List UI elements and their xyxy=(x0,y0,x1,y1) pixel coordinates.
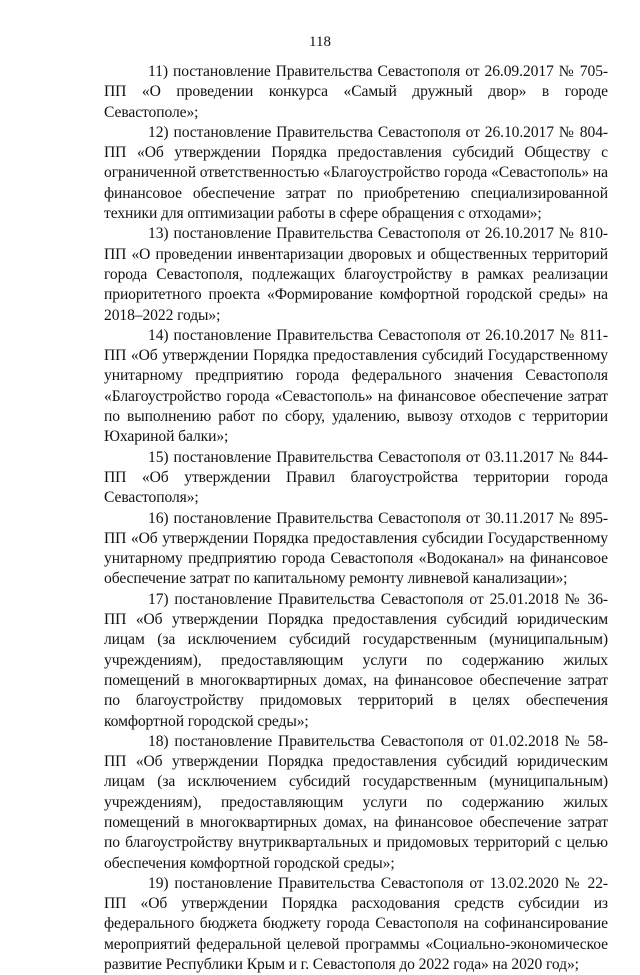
list-item-16: 16) постановление Правительства Севастополя от 30.11.2017 № 895-ПП «Об утверждении Порядка предоставления субсидии Государственному унитарному предприятию города Севастополя «Водоканал» на финансовое обеспечение затрат по капитальному ремонту ливневой канализации»; xyxy=(104,509,608,588)
list-item-13: 13) постановление Правительства Севастополя от 26.10.2017 № 810-ПП «О проведении инвентаризации дворовых и общественных территорий города Севастополя, подлежащих благоустройству в рамках реализации приоритетного проекта «Формирование комфортной городской среды» на 2018–2022 годы»; xyxy=(104,225,608,324)
list-item-17: 17) постановление Правительства Севастополя от 25.01.2018 № 36-ПП «Об утверждении Порядка предоставления субсидий юридическим лицам (за исключением субсидий государственным (муниципальным) учреждениям), предоставляющим услуги по содержанию жилых помещений в многоквартирных домах, на финансовое обеспечение затрат по благоустройству придомовых территорий в целях обеспечения комфортной городской среды»; xyxy=(104,590,608,730)
list-item-11: 11) постановление Правительства Севастополя от 26.09.2017 № 705-ПП «О проведении конкурса «Самый дружный двор» в городе Севастополе»; xyxy=(104,63,608,121)
list-item-19: 19) постановление Правительства Севастополя от 13.02.2020 № 22-ПП «Об утверждении Порядка расходования средств субсидии из федерального бюджета бюджету города Севастополя на софинансирование мероприятий федеральной целевой программы «Социально-экономическое развитие Республики Крым и г. Севастополя до 2022 года» на 2020 год»; xyxy=(104,874,608,974)
list-item-15: 15) постановление Правительства Севастополя от 03.11.2017 № 844-ПП «Об утверждении Правил благоустройства территории города Севастополя»; xyxy=(104,448,608,507)
list-item-18: 18) постановление Правительства Севастополя от 01.02.2018 № 58-ПП «Об утверждении Порядка предоставления субсидий юридическим лицам (за исключением субсидий государственным (муниципальным) учреждениям), предоставляющим услуги по содержанию жилых помещений в многоквартирных домах, на финансовое обеспечение затрат по благоустройству внутриквартальных и придомовых территорий с целью обеспечения комфортной городской среды»; xyxy=(104,732,608,872)
list-item-12: 12) постановление Правительства Севастополя от 26.10.2017 № 804-ПП «Об утверждении Порядка предоставления субсидий Обществу с ограниченной ответственностью «Благоустройство города «Севастополь» на финансовое обеспечение затрат по приобретению специализированной техники для оптимизации работы в сфере обращения с отходами»; xyxy=(104,123,608,223)
document-body xyxy=(104,62,608,975)
list-item-14: 14) постановление Правительства Севастополя от 26.10.2017 № 811-ПП «Об утверждении Порядка предоставления субсидий Государственному унитарному предприятию города федерального значения Севастополя «Благоустройство города «Севастополь» на финансовое обеспечение затрат по выполнению работ по сбору, удалению, вывозу отходов с территории Юхариной балки»; xyxy=(104,326,608,446)
page-number: 118 xyxy=(309,34,331,50)
